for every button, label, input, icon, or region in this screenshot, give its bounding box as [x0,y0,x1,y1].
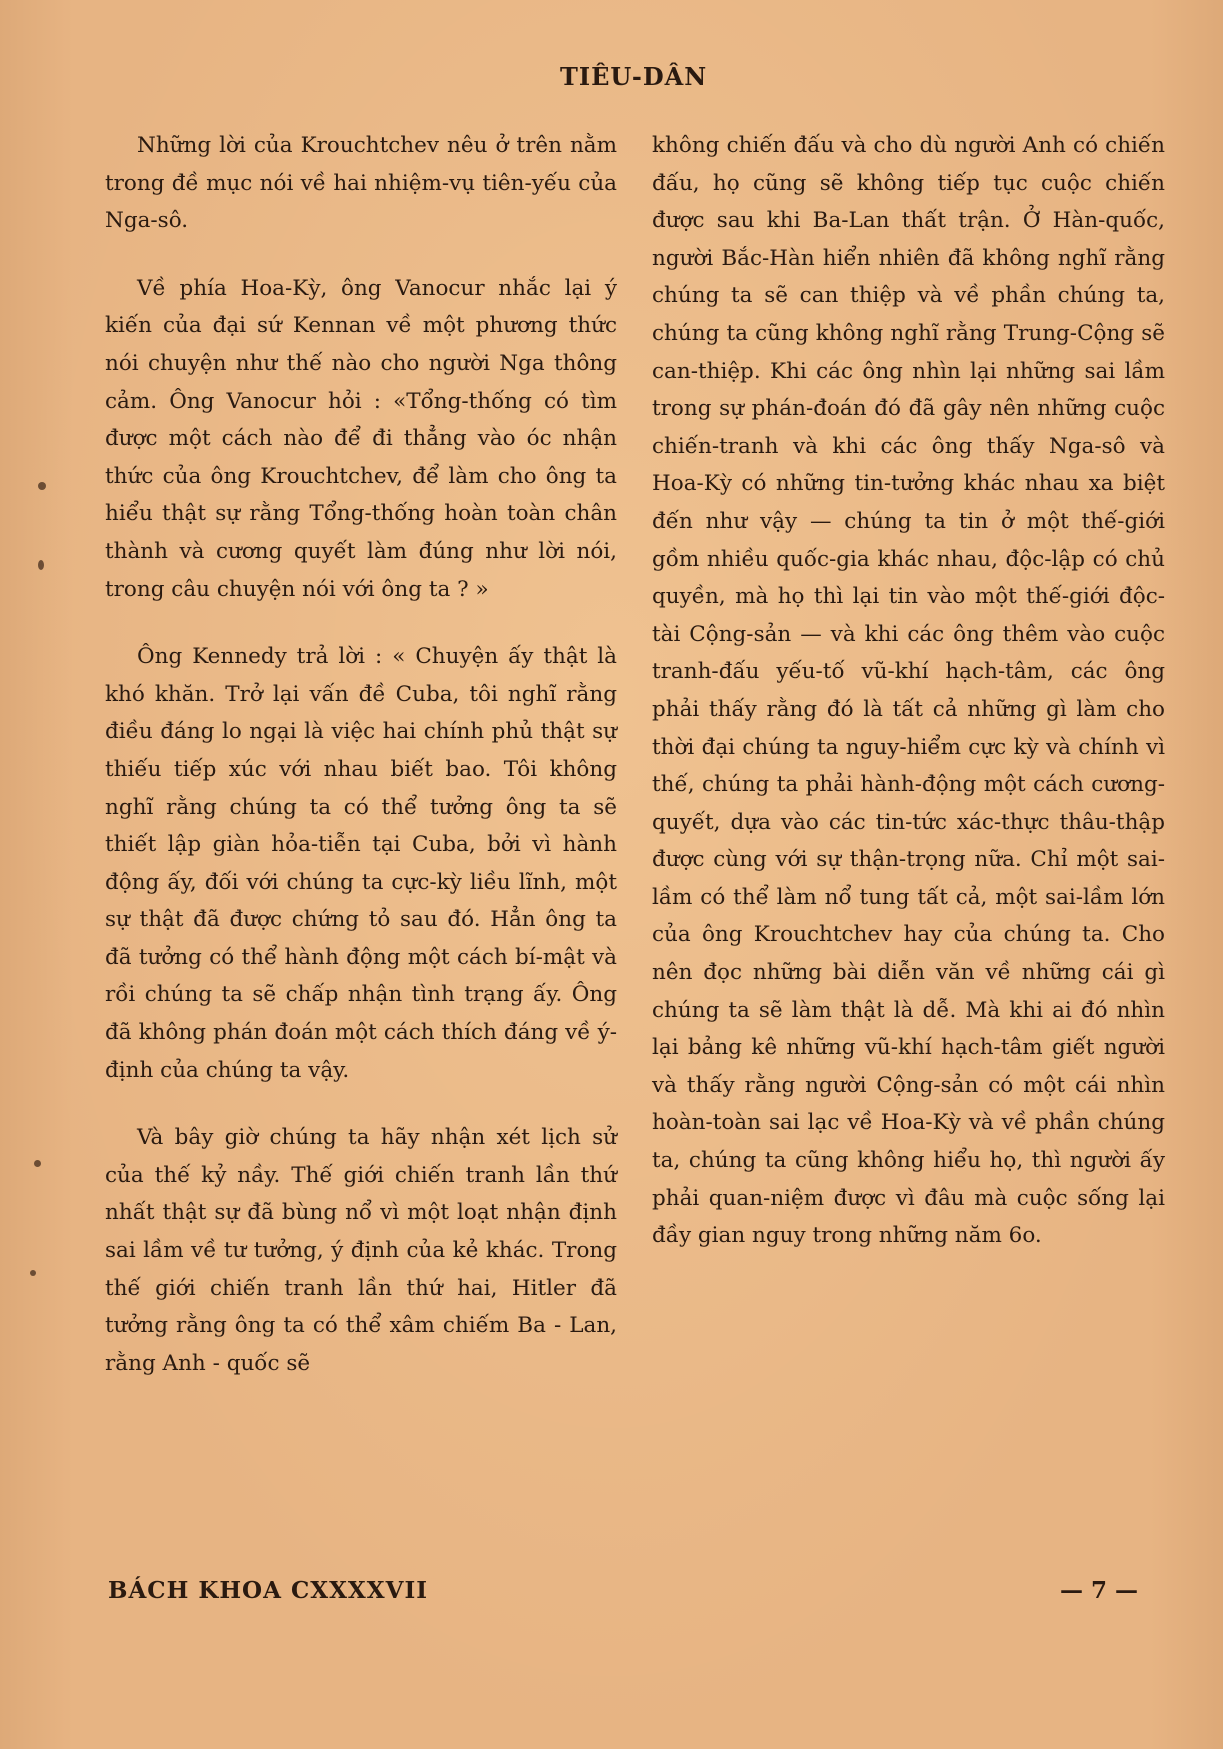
paragraph: Những lời của Krouchtchev nêu ở trên nằm trong đề mục nói về hai nhiệm-vụ tiên-yếu của Nga-sô. [105,133,617,234]
page-number: — 7 — [1060,1577,1139,1604]
paragraph-continuation: không chiến đấu và cho dù người Anh có chiến đấu, họ cũng sẽ không tiếp tục cuộc chiến được sau khi Ba-Lan thất trận. Ở Hàn-quốc, người Bắc-Hàn hiển nhiên đã không nghĩ rằng chúng ta sẽ can thiệp và về phần chúng ta, chúng ta cũng không nghĩ rằng Trung-Cộng sẽ can-thiệp. Khi các ông nhìn lại những sai lầm trong sự phán-đoán đó đã gây nên những cuộc chiến-tranh và khi các ông thấy Nga-sô và Hoa-Kỳ có những tin-tưởng khác nhau xa biệt đến như vậy — chúng ta tin ở một thế-giới gồm nhiều quốc-gia khác nhau, độc-lập có chủ quyền, mà họ thì lại tin vào một thế-giới độc-tài Cộng-sản — và khi các ông thêm vào cuộc tranh-đấu yếu-tố vũ-khí hạch-tâm, các ông phải thấy rằng đó là tất cả những gì làm cho thời đại chúng ta nguy-hiểm cực kỳ và chính vì thế, chúng ta phải hành-động một cách cương-quyết, dựa vào các tin-tức xác-thực thâu-thập được cùng với sự thận-trọng nữa. Chỉ một sai-lầm có thể làm nổ tung tất cả, một sai-lầm lớn của ông Krouchtchev hay của chúng ta. Cho nên đọc những bài diễn văn về những cái gì chúng ta sẽ làm thật là dễ. Mà khi ai đó nhìn lại bảng kê những vũ-khí hạch-tâm giết người và thấy rằng người Cộng-sản có một cái nhìn hoàn-toàn sai lạc về Hoa-Kỳ và về phần chúng ta, chúng ta cũng không hiểu họ, thì người ấy phải quan-niệm được vì đâu mà cuộc sống lại đầy gian nguy trong những năm 6o. [652,133,1165,1249]
paragraph: Về phía Hoa-Kỳ, ông Vanocur nhắc lại ý kiến của đại sứ Kennan về một phương thức nói chuyện như thế nào cho người Nga thông cảm. Ông Vanocur hỏi : «Tổng-thống có tìm được một cách nào để đi thẳng vào óc nhận thức của ông Krouchtchev, để làm cho ông ta hiểu thật sự rằng Tổng-thống hoàn toàn chân thành và cương quyết làm đúng như lời nói, trong câu chuyện nói với ông ta ? » [105,275,617,602]
running-title: TIÊU-DÂN [560,62,708,91]
scan-speck [38,482,46,490]
scan-speck [38,560,44,570]
publication-footer: BÁCH KHOA CXXXXVII [108,1577,428,1604]
scan-speck [34,1160,41,1167]
paragraph: Và bây giờ chúng ta hãy nhận xét lịch sử của thế kỷ nầy. Thế giới chiến tranh lần thứ nhất thật sự đã bùng nổ vì một loạt nhận định sai lầm về tư tưởng, ý định của kẻ khác. Trong thế giới chiến tranh lần thứ hai, Hitler đã tưởng rằng ông ta có thể xâm chiếm Ba - Lan, rằng Anh - quốc sẽ [105,1125,617,1376]
scan-speck [30,1270,36,1276]
left-column [105,127,617,1382]
right-column [652,127,1165,1255]
paragraph: Ông Kennedy trả lời : « Chuyện ấy thật là khó khăn. Trở lại vấn đề Cuba, tôi nghĩ rằng điều đáng lo ngại là việc hai chính phủ thật sự thiếu tiếp xúc với nhau biết bao. Tôi không nghĩ rằng chúng ta có thể tưởng ông ta sẽ thiết lập giàn hỏa-tiễn tại Cuba, bởi vì hành động ấy, đối với chúng ta cực-kỳ liều lĩnh, một sự thật đã được chứng tỏ sau đó. Hẳn ông ta đã tưởng có thể hành động một cách bí-mật và rồi chúng ta sẽ chấp nhận tình trạng ấy. Ông đã không phán đoán một cách thích đáng về ý-định của chúng ta vậy. [105,644,617,1083]
